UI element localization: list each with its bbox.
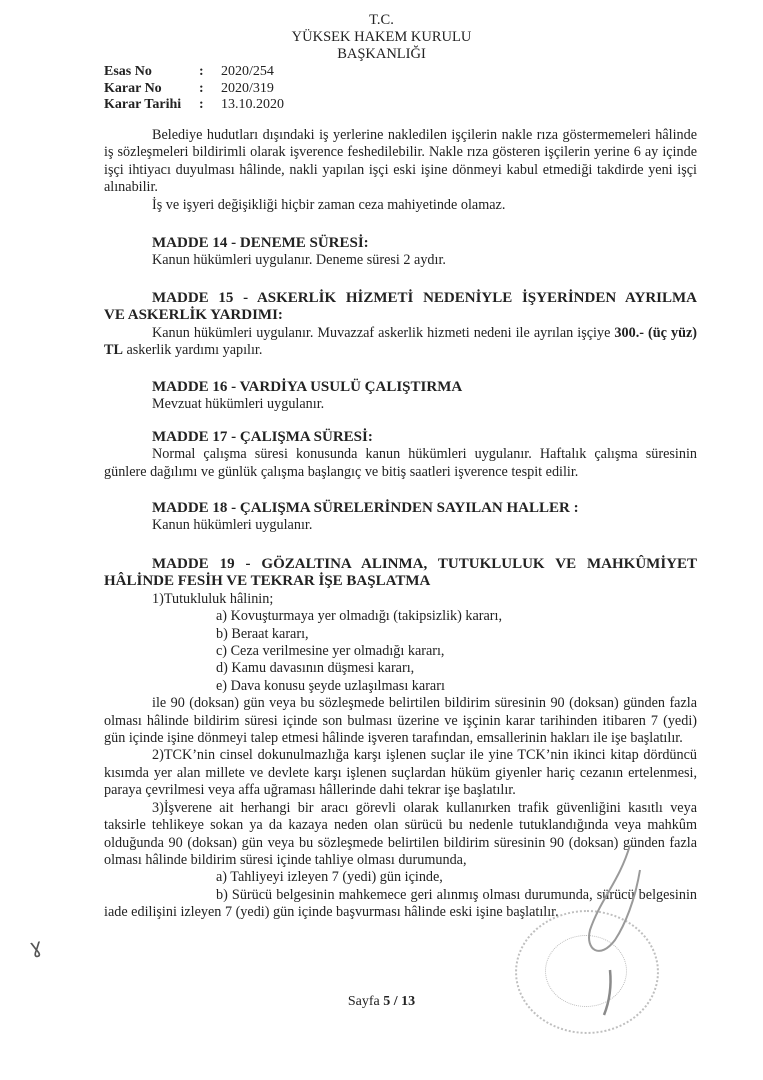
madde-16 (104, 379, 697, 414)
madde-15 (104, 290, 697, 360)
meta-label: Esas No (104, 64, 152, 79)
madde-19-s1-intro: 1)Tutukluluk hâlinin; (152, 590, 274, 607)
madde-16-title: MADDE 16 - VARDİYA USULÜ ÇALIŞTIRMA (152, 379, 463, 395)
madde-17-body: Normal çalışma süresi konusunda kanun hükümleri uygulanır. Haftalık çalışma süresinin günlere dağılımı ve günlük çalışma başlangıç ve bitiş saatleri işverence tespit edilir. (104, 446, 697, 480)
madde-15-title-line1: MADDE 15 - ASKERLİK HİZMETİ NEDENİYLE İŞYERİNDEN AYRILMA (152, 290, 697, 306)
intro-paragraph-1: Belediye hudutları dışındaki iş yerlerine nakledilen işçilerin nakle rıza göstermemeleri hâlinde iş sözleşmeleri bildirimli olarak işverence feshedilebilir. Nakle rıza gösteren işçilerin yerine 6 ay içinde işçi ihtiyacı duyulması hâlinde, nakli yapılan işçi eski işine dönmeyi kabul etmediği takdirde yeni işçi alınabilir. (104, 127, 697, 196)
madde-19-title-line2: HÂLİNDE FESİH VE TEKRAR İŞE BAŞLATMA (104, 573, 431, 590)
meta-row-karar-no (104, 81, 284, 98)
madde-18 (104, 500, 697, 535)
meta-sep: : (199, 80, 204, 96)
meta-row-esas (104, 64, 284, 81)
madde-18-title: MADDE 18 - ÇALIŞMA SÜRELERİNDEN SAYILAN HALLER : (152, 500, 579, 516)
intro-section (104, 127, 697, 214)
meta-sep: : (199, 64, 204, 79)
intro-paragraph-2: İş ve işyeri değişikliği hiçbir zaman ceza mahiyetinde olamaz. (152, 196, 506, 213)
meta-value: 2020/254 (221, 64, 274, 79)
header-presidency: BAŞKANLIĞI (337, 46, 426, 62)
header-institution: YÜKSEK HAKEM KURULU (291, 29, 472, 45)
madde-16-body: Mevzuat hükümleri uygulanır. (152, 396, 325, 413)
madde-19-s3-item-b: b) Sürücü belgesinin mahkemece geri alınmış olması durumunda, sürücü belgesinin iade edilişini izleyen 7 (yedi) gün içinde başvurması hâlinde eski işine başlatılır. (104, 886, 697, 921)
meta-sep: : (199, 97, 204, 112)
handwritten-initials-mark: ɣ (27, 933, 44, 959)
madde-19-s1-body: ile 90 (doksan) gün veya bu sözleşmede belirtilen bildirim süresinin 90 (doksan) günden fazla olması hâlinde bildirim süresi içinde son bulması üzerine ve işçinin karar tarihinden itibaren 7 (yedi) gün içinde işine dönmeyi talep etmesi hâlinde işveren tarafından, emsallerinin hakları ile işe başlatılır. (104, 695, 697, 747)
page-total: 13 (401, 994, 416, 1009)
madde-19-s1-item-c: c) Ceza verilmesine yer olmadığı kararı, (216, 643, 445, 660)
page-separator: / (390, 994, 402, 1009)
madde-14-title: MADDE 14 - DENEME SÜRESİ: (152, 235, 369, 251)
madde-19-s3-item-a: a) Tahliyeyi izleyen 7 (yedi) gün içinde, (216, 869, 443, 886)
madde-19-s1-item-e: e) Dava konusu şeyde uzlaşılması kararı (216, 677, 445, 694)
page-current: 5 (383, 994, 391, 1009)
madde-19-s1-item-d: d) Kamu davasının düşmesi kararı, (216, 660, 415, 677)
madde-14-body: Kanun hükümleri uygulanır. Deneme süresi 2 aydır. (152, 252, 446, 269)
madde-17 (104, 429, 697, 481)
meta-label: Karar Tarihi (104, 97, 182, 112)
madde-14 (104, 235, 697, 270)
meta-label: Karar No (104, 80, 162, 96)
military-aid-amount: 300.- (üç yüz) TL (104, 324, 697, 359)
header-tc: T.C. (369, 12, 394, 28)
madde-15-body-pre: Kanun hükümleri uygulanır. Muvazzaf askerlik hizmeti nedeni ile ayrılan işçiye (152, 324, 615, 341)
madde-18-body: Kanun hükümleri uygulanır. (152, 517, 313, 534)
meta-value: 13.10.2020 (221, 97, 284, 112)
page-prefix: Sayfa (347, 994, 384, 1009)
madde-15-title-line2: VE ASKERLİK YARDIMI: (104, 307, 283, 324)
page-number (0, 993, 763, 1010)
madde-19-s1-item-b: b) Beraat kararı, (216, 625, 309, 642)
madde-17-title: MADDE 17 - ÇALIŞMA SÜRESİ: (152, 429, 373, 445)
madde-15-body (104, 325, 697, 360)
madde-19-s1-item-a: a) Kovuşturmaya yer olmadığı (takipsizlik) kararı, (216, 608, 503, 625)
madde-15-body-post: askerlik yardımı yapılır. (122, 342, 263, 359)
case-meta-table (104, 64, 284, 114)
meta-value: 2020/319 (221, 80, 274, 96)
madde-19-title-line1: MADDE 19 - GÖZALTINA ALINMA, TUTUKLULUK VE MAHKÛMİYET (152, 556, 697, 572)
madde-19-s2: 2)TCK’nin cinsel dokunulmazlığa karşı işlenen suçlar ile yine TCK’nin ikinci kitap dördüncü kısımda yer alan millete ve devlete karşı işlenen suçlardan hüküm giyenler hariç cezanın ertelenmesi, paraya çevrilmesi veya affa uğraması hâllerinde dahi tekrar işe başlatılır. (104, 747, 697, 799)
madde-19-s3: 3)İşverene ait herhangi bir aracı görevli olarak kullanırken trafik güvenliğini kasıtlı veya taksirle tehlikeye sokan ya da kazaya neden olan sürücü bu nedenle tutuklandığında veya mahkûm olduğunda 90 (doksan) gün veya bu sözleşmede belirtilen bildirim süresinin 90 (doksan) günden fazla olması hâlinde bildirim süresi içinde tahliye olması durumunda, (104, 799, 697, 868)
meta-row-karar-tarihi (104, 97, 284, 114)
